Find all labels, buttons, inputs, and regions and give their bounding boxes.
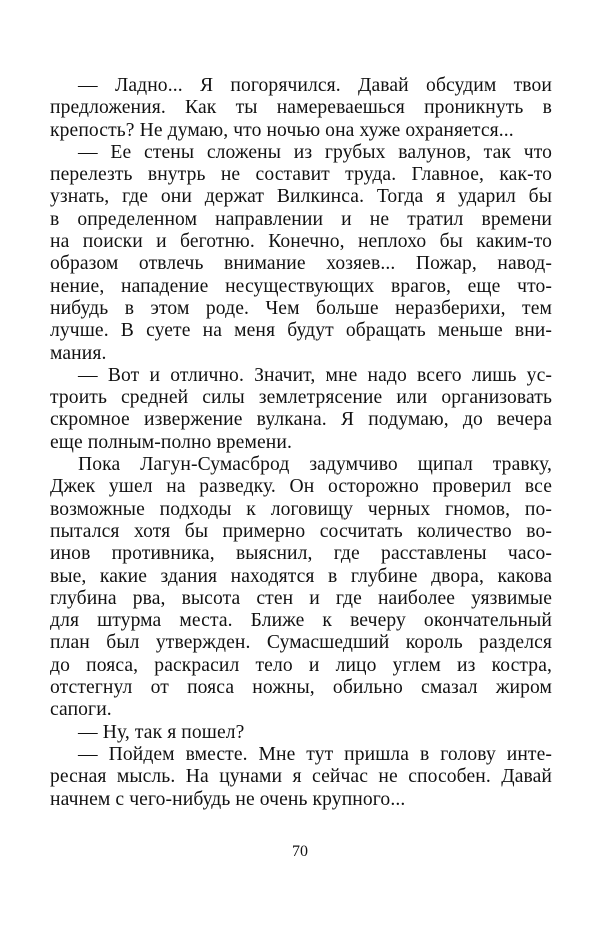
- text-line: вые, какие здания находятся в глубине двора, какова: [50, 565, 552, 587]
- text-line: нибудь в этом роде. Чем больше неразберихи, тем: [50, 297, 552, 319]
- text-line: ресная мысль. На цунами я сейчас не способен. Давай: [50, 766, 552, 788]
- text-line: возможные подходы к логовищу черных гномов, по-: [50, 498, 552, 520]
- text-line: до пояса, раскрасил тело и лицо углем из костра,: [50, 654, 552, 676]
- text-line: инов противника, выяснил, где расставлены часо-: [50, 543, 552, 565]
- text-line: пытался хотя бы примерно сосчитать количество во-: [50, 520, 552, 542]
- text-line: узнать, где они держат Вилкинса. Тогда я ударил бы: [50, 186, 552, 208]
- page-number: 70: [292, 843, 308, 860]
- page-body: [50, 75, 552, 811]
- text-line: сапоги.: [50, 699, 112, 721]
- text-line: — Ее стены сложены из грубых валунов, так что: [78, 141, 552, 163]
- text-line: для штурма места. Ближе к вечеру окончательный: [50, 610, 552, 632]
- text-line: отстегнул от пояса ножны, обильно смазал жиром: [50, 677, 552, 699]
- text-line: троить средней силы землетрясение или организовать: [50, 387, 552, 409]
- text-line: предложения. Как ты намереваешься проникнуть в: [50, 97, 552, 119]
- text-line: еще полным-полно времени.: [50, 431, 292, 453]
- text-line: образом отвлечь внимание хозяев... Пожар, навод-: [50, 253, 552, 275]
- text-line: глубина рва, высота стен и где наиболее уязвимые: [50, 587, 552, 609]
- text-line: план был утвержден. Сумасшедший король разделся: [50, 632, 552, 654]
- text-line: крепость? Не думаю, что ночью она хуже охраняется...: [50, 119, 514, 141]
- text-line: — Ну, так я пошел?: [78, 721, 245, 743]
- text-line: скромное извержение вулкана. Я подумаю, до вечера: [50, 409, 552, 431]
- text-line: — Пойдем вместе. Мне тут пришла в голову инте-: [78, 743, 552, 765]
- text-line: Джек ушел на разведку. Он осторожно проверил все: [50, 476, 552, 498]
- text-line: перелезть внутрь не составит труда. Главное, как-то: [50, 164, 552, 186]
- text-line: начнем с чего-нибудь не очень крупного...: [50, 788, 406, 810]
- text-line: лучше. В суете на меня будут обращать меньше вни-: [50, 320, 552, 342]
- text-line: — Ладно... Я погорячился. Давай обсудим твои: [78, 75, 552, 96]
- text-line: — Вот и отлично. Значит, мне надо всего лишь ус-: [78, 364, 552, 386]
- text-line: нение, нападение несуществующих врагов, еще что-: [50, 275, 552, 297]
- text-line: Пока Лагун-Сумасброд задумчиво щипал травку,: [78, 454, 552, 476]
- text-line: в определенном направлении и не тратил времени: [50, 208, 552, 230]
- text-line: на поиски и беготню. Конечно, неплохо бы каким-то: [50, 231, 552, 253]
- text-line: мания.: [50, 342, 107, 364]
